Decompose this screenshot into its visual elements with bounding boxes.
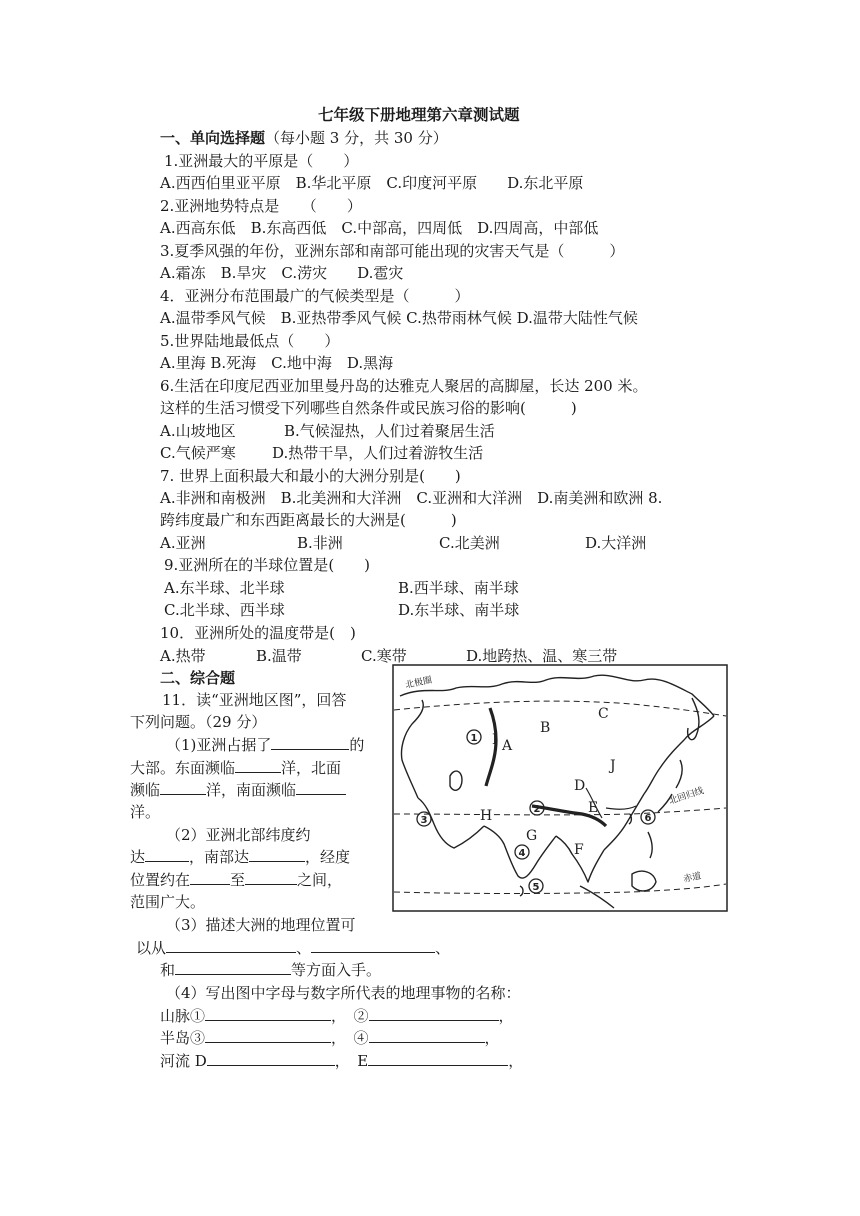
map-number-4: 4 [518, 848, 526, 859]
map-number-6: 6 [644, 813, 652, 824]
q8-option-a: A.亚洲 [160, 534, 206, 552]
equator-label: 赤道 [682, 871, 703, 885]
text-span: 和 [160, 961, 176, 979]
section2-heading: 二、综合题 [160, 669, 236, 687]
q11-part4-row3 [160, 1050, 523, 1072]
arctic-circle-label: 北极圈 [404, 675, 434, 691]
answer-blank[interactable] [249, 846, 305, 862]
q11-part2-line3 [130, 869, 342, 891]
map-letter-j: J [610, 758, 616, 774]
q8-option-d: D.大洋洲 [585, 534, 647, 552]
q4-options: A.温带季风气候 B.亚热带季风气候 C.热带雨林气候 D.温带大陆性气候 [160, 309, 638, 327]
q5-stem: 5.世界陆地最低点（ ） [160, 332, 340, 350]
answer-blank[interactable] [271, 734, 349, 750]
text-span: 洋，北面 [281, 759, 342, 777]
answer-blank[interactable] [207, 1050, 335, 1066]
answer-blank[interactable] [369, 1005, 499, 1021]
section1-heading [160, 127, 448, 149]
q4-stem: 4．亚洲分布范围最广的气候类型是（ ） [160, 287, 470, 305]
answer-blank[interactable] [296, 779, 346, 795]
q11-part4-row2 [160, 1027, 500, 1049]
q11-intro-line2: 下列问题。（29 分） [130, 713, 267, 731]
q6-option-c: C.气候严寒 [160, 444, 236, 462]
q1-stem: 1.亚洲最大的平原是（ ） [164, 152, 359, 170]
text-span: ，经度 [305, 848, 351, 866]
text-span: 的 [349, 736, 365, 754]
answer-blank[interactable] [190, 869, 230, 885]
q10-option-b: B.温带 [256, 647, 302, 665]
text-span: ， [508, 1052, 524, 1070]
text-span: 濒临 [130, 781, 161, 799]
text-span: 等方面入手。 [291, 961, 382, 979]
map-number-3: 3 [420, 815, 428, 826]
answer-blank[interactable] [235, 757, 281, 773]
map-number-1: 1 [470, 733, 478, 744]
answer-blank[interactable] [166, 937, 296, 953]
answer-blank[interactable] [369, 1027, 485, 1043]
text-span: ， [498, 1007, 514, 1025]
text-span: （1)亚洲占据了 [166, 736, 272, 754]
answer-blank[interactable] [175, 959, 291, 975]
q11-part3-line2 [136, 937, 450, 959]
answer-blank[interactable] [245, 869, 297, 885]
text-span: 之间， [297, 871, 343, 889]
answer-blank[interactable] [145, 846, 189, 862]
answer-blank[interactable] [368, 1050, 508, 1066]
answer-blank[interactable] [160, 779, 206, 795]
q6-option-a: A.山坡地区 [160, 422, 236, 440]
q11-part3-line1: （3）描述大洲的地理位置可 [166, 916, 356, 934]
tropic-of-cancer-label: 北回归线 [667, 786, 706, 807]
text-span: ， E [334, 1052, 369, 1070]
text-span: ， ④ [331, 1029, 369, 1047]
q9-option-c: C.北半球、西半球 [164, 601, 285, 619]
q2-options: A.西高东低 B.东高西低 C.中部高，四周低 D.四周高，中部低 [160, 219, 599, 237]
q8-option-c: C.北美洲 [439, 534, 500, 552]
text-span: 山脉① [160, 1007, 206, 1025]
q7-options: A.非洲和南极洲 B.北美洲和大洋洲 C.亚洲和大洋洲 D.南美洲和欧洲 8. [160, 489, 663, 507]
text-span: 位置约在 [130, 871, 191, 889]
q9-stem: 9.亚洲所在的半球位置是( ) [164, 556, 371, 574]
map-letter-h: H [480, 808, 493, 824]
text-span: ，南部达 [189, 848, 250, 866]
q11-part1-line4: 洋。 [130, 803, 161, 821]
answer-blank[interactable] [205, 1005, 331, 1021]
map-letter-a: A [502, 738, 513, 754]
answer-blank[interactable] [205, 1027, 331, 1043]
map-letter-e: E [588, 800, 599, 816]
q9-option-a: A.东半球、北半球 [164, 579, 285, 597]
q8-stem: 跨纬度最广和东西距离最长的大洲是( ) [160, 511, 457, 529]
q10-option-d: D.地跨热、温、寒三带 [466, 647, 618, 665]
q11-part1-line1 [166, 734, 364, 756]
text-span: 以从 [136, 939, 167, 957]
map-number-5: 5 [532, 882, 540, 893]
q5-options: A.里海 B.死海 C.地中海 D.黑海 [160, 354, 394, 372]
map-letter-i: I [492, 732, 498, 748]
map-letter-b: B [540, 720, 551, 736]
q8-option-b: B.非洲 [297, 534, 343, 552]
q3-stem: 3.夏季风强的年份，亚洲东部和南部可能出现的灾害天气是（ ） [160, 242, 625, 260]
text-span: 洋，南面濒临 [206, 781, 297, 799]
map-number-2: 2 [533, 804, 541, 815]
q11-part4-row1 [160, 1005, 514, 1027]
answer-blank[interactable] [311, 937, 435, 953]
text-span: 河流 D [160, 1052, 207, 1070]
q10-stem: 10．亚洲所处的温度带是( ) [160, 624, 356, 642]
q3-options: A.霜冻 B.旱灾 C.涝灾 D.雹灾 [160, 264, 404, 282]
q11-intro-line1: 11．读“亚洲地区图”，回答 [162, 691, 347, 709]
q6-option-d: D.热带干旱，人们过着游牧生活 [272, 444, 484, 462]
section1-note: （每小题 3 分，共 30 分） [265, 129, 448, 147]
text-span: 至 [230, 871, 246, 889]
q11-part1-line3 [130, 779, 346, 801]
map-letter-d: D [574, 778, 586, 794]
q11-part2-line2 [130, 846, 350, 868]
q2-stem: 2.亚洲地势特点是 （ ） [160, 197, 362, 215]
asia-map [392, 664, 728, 912]
text-span: 、 [435, 939, 451, 957]
q7-stem: 7. 世界上面积最大和最小的大洲分别是( ) [160, 467, 461, 485]
text-span: 大部。东面濒临 [130, 759, 236, 777]
text-span: 达 [130, 848, 146, 866]
q6-option-b: B.气候湿热，人们过着聚居生活 [284, 422, 495, 440]
q10-option-c: C.寒带 [361, 647, 407, 665]
map-letter-f: F [574, 842, 584, 858]
q11-part1-line2 [130, 757, 341, 779]
text-span: ， [484, 1029, 500, 1047]
q6-stem-line1: 6.生活在印度尼西亚加里曼丹岛的达雅克人聚居的高脚屋，长达 200 米。 [160, 377, 648, 395]
q11-part2-line4: 范围广大。 [130, 893, 206, 911]
q6-stem-line2: 这样的生活习惯受下列哪些自然条件或民族习俗的影响( ) [160, 399, 577, 417]
map-letter-c: C [598, 706, 609, 722]
text-span: ， ② [331, 1007, 369, 1025]
q9-option-d: D.东半球、南半球 [398, 601, 520, 619]
text-span: 半岛③ [160, 1029, 206, 1047]
q10-option-a: A.热带 [160, 647, 206, 665]
q11-part4-instruction: （4）写出图中字母与数字所代表的地理事物的名称： [166, 984, 521, 1002]
section1-heading-text: 一、单向选择题 [160, 129, 266, 147]
q11-part2-line1: （2）亚洲北部纬度约 [166, 826, 311, 844]
q9-option-b: B.西半球、南半球 [398, 579, 519, 597]
page-title: 七年级下册地理第六章测试题 [318, 105, 520, 124]
map-frame [393, 665, 727, 911]
text-span: 、 [296, 939, 312, 957]
q11-part3-line3 [160, 959, 381, 981]
map-letter-g: G [526, 828, 538, 844]
q1-options: A.西西伯里亚平原 B.华北平原 C.印度河平原 D.东北平原 [160, 174, 584, 192]
